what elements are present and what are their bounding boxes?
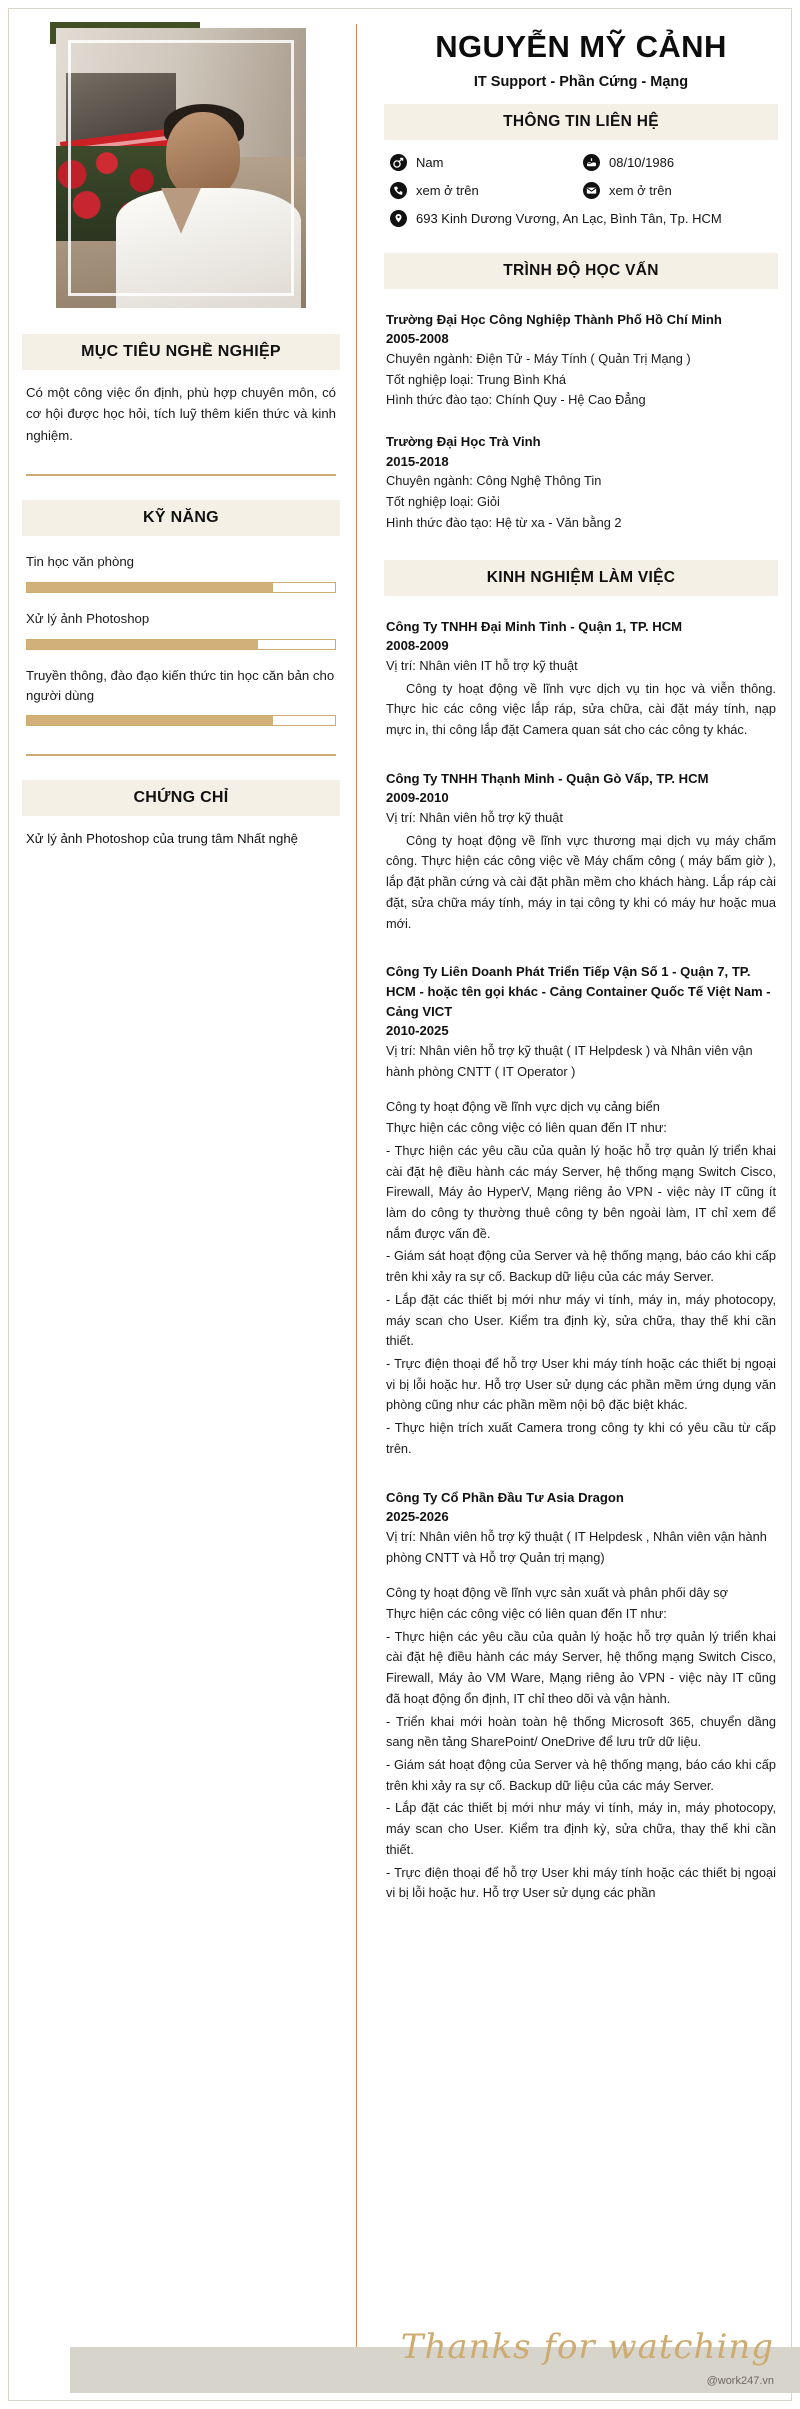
skills-section-title: KỸ NĂNG [22, 500, 340, 536]
profile-photo [56, 28, 306, 308]
contact-email[interactable] [583, 182, 776, 199]
contact-section-title: THÔNG TIN LIÊN HỆ [384, 104, 778, 140]
thanks-message: Thanks for watching [400, 2327, 774, 2367]
skill-label: Tin học văn phòng [26, 554, 135, 570]
column-divider [356, 24, 357, 2364]
skill-item [22, 609, 340, 650]
contact-phone[interactable] [390, 182, 583, 199]
job-role-subtitle: IT Support - Phần Cứng - Mạng [473, 73, 689, 90]
experience-section-title: KINH NGHIỆM LÀM VIỆC [384, 560, 778, 596]
contact-email-value: xem ở trên [609, 182, 672, 198]
education-detail: Chuyên ngành: Điện Tử - Máy Tính ( Quản Trị Mạng ) [386, 351, 691, 366]
education-list [384, 289, 778, 534]
location-pin-icon [390, 210, 407, 227]
objective-text: Có một công việc ổn định, phù hợp chuyên môn, có cơ hội được học hỏi, tích luỹ thêm kiến thức và kinh nghiệm. [26, 385, 336, 443]
experience-bullet: - Giám sát hoạt động của Server và hệ thống mạng, báo cáo khi cấp trên khi xảy ra sự cố. Backup dữ liệu của các máy Server. [386, 1757, 776, 1793]
education-detail: Tốt nghiệp loại: Trung Bình Khá [386, 371, 566, 387]
spacer [386, 934, 776, 949]
gender-icon [390, 154, 407, 171]
contact-list [384, 140, 778, 227]
experience-subintro: Thực hiện các công việc có liên quan đến IT như: [386, 1120, 667, 1136]
experience-paragraph: Công ty hoạt động về lĩnh vực dịch vụ tin học và viễn thông. Thực hic các công việc lắp ráp, sửa chữa, cài đặt máy tính, nạp mực in, thi công lắp đặt Camera quan sát cho các công ty khác. [386, 680, 776, 738]
profile-photo-frame [56, 28, 306, 308]
education-item [386, 432, 776, 533]
spacer [386, 411, 776, 419]
experience-company: Công Ty Cổ Phần Đầu Tư Asia Dragon [386, 1489, 624, 1505]
skill-label: Truyền thông, đào đạo kiến thức tin học căn bản cho người dùng [26, 667, 335, 703]
certificates-section-title: CHỨNG CHỈ [22, 780, 340, 816]
experience-position: Vị trí: Nhân viên hỗ trợ kỹ thuật ( IT Helpdesk ) và Nhân viên vận hành phòng CNTT ( IT Operator ) [386, 1042, 753, 1079]
experience-years: 2025-2026 [386, 1509, 449, 1525]
spacer [386, 1460, 776, 1475]
experience-bullet: - Thực hiện trích xuất Camera trong công ty khi có yêu cầu từ cấp trên. [386, 1420, 776, 1456]
skill-progress-fill [27, 716, 273, 725]
contact-address-value: 693 Kinh Dương Vương, An Lạc, Bình Tân, Tp. HCM [416, 210, 722, 226]
page-title: NGUYỄN MỸ CẢNH [435, 29, 727, 64]
photo-inner-border [68, 40, 294, 296]
skill-progress-fill [27, 583, 273, 592]
education-years: 2015-2018 [386, 453, 449, 469]
skill-item [22, 552, 340, 593]
contact-phone-value: xem ở trên [416, 182, 479, 198]
divider-skills-certificates [26, 754, 336, 756]
experience-item [386, 617, 776, 741]
page-footer [0, 2289, 800, 2409]
experience-years: 2010-2025 [386, 1023, 449, 1039]
experience-intro: Công ty hoạt động về lĩnh vực dịch vụ cảng biển [386, 1099, 660, 1115]
experience-bullet: - Lắp đặt các thiết bị mới như máy vi tính, máy in, máy photocopy, máy scan cho User. Kiểm tra định kỳ, sửa chữa, thay thế khi cần thiết. [386, 1291, 776, 1349]
contact-row [390, 210, 776, 227]
contact-row [390, 154, 776, 171]
experience-company: Công Ty Liên Doanh Phát Triển Tiếp Vận Số 1 - Quận 7, TP. HCM - hoặc tên gọi khác - Cảng Container Quốc Tế Việt Nam - Cảng VICT [386, 964, 771, 1019]
skill-item [22, 666, 340, 727]
experience-company: Công Ty TNHH Thạnh Minh - Quận Gò Vấp, TP. HCM [386, 770, 709, 786]
education-years: 2005-2008 [386, 331, 449, 347]
contact-birthday [583, 154, 776, 171]
experience-bullet: - Trực điện thoại để hỗ trợ User khi máy tính hoặc các thiết bị ngoại vi bị lỗi hoặc hư. Hỗ trợ User sử dụng các phần [386, 1864, 776, 1901]
skill-progress-track [26, 715, 336, 726]
experience-bullet: - Giám sát hoạt động của Server và hệ thống mạng, báo cáo khi cấp trên khi xảy ra sự cố. Backup dữ liệu của các máy Server. [386, 1248, 776, 1285]
contact-address [390, 210, 776, 227]
experience-intro: Công ty hoạt động về lĩnh vực sản xuất và phân phối dây sợ [386, 1585, 729, 1601]
spacer [386, 741, 776, 756]
cake-icon [583, 154, 600, 171]
education-detail: Chuyên ngành: Công Nghệ Thông Tin [386, 473, 602, 489]
education-school: Trường Đại Học Trà Vinh [386, 434, 541, 450]
experience-bullet: - Thực hiện các yêu cầu của quản lý hoặc hỗ trợ quản lý triển khai cài đặt hệ điều hành các máy Server, hệ thống mạng Switch Cisco, Firewall, Máy ảo HyperV, Mạng riêng ảo VPN - việc này IT cũng ít làm do công ty thường thuê công ty bên ngoài làm, IT chỉ xem để nắm được vấn đề. [386, 1142, 776, 1241]
skill-progress-fill [27, 640, 258, 649]
experience-position: Vị trí: Nhân viên hỗ trợ kỹ thuật ( IT Helpdesk , Nhân viên vận hành phòng CNTT và Hỗ trợ Quản trị mạng) [386, 1528, 767, 1565]
certificate-item: Xử lý ảnh Photoshop của trung tâm Nhất nghệ [26, 831, 299, 847]
education-section-title: TRÌNH ĐỘ HỌC VẤN [384, 253, 778, 289]
experience-position: Vị trí: Nhân viên IT hỗ trợ kỹ thuật [386, 657, 578, 673]
experience-list [384, 596, 778, 1904]
contact-gender [390, 154, 583, 171]
experience-bullet: - Trực điện thoại để hỗ trợ User khi máy tính hoặc các thiết bị ngoại vi bị lỗi hoặc hư. Hỗ trợ User sử dụng các phần mềm ứng dụng văn phòng cũng như các phần mềm nội bộ đặc biệt khác. [386, 1355, 776, 1413]
experience-item [386, 769, 776, 935]
experience-company: Công Ty TNHH Đại Minh Tinh - Quận 1, TP. HCM [386, 618, 683, 634]
education-school: Trường Đại Học Công Nghiệp Thành Phố Hồ Chí Minh [386, 311, 722, 327]
skill-label: Xử lý ảnh Photoshop [26, 610, 150, 626]
right-column [360, 18, 778, 1904]
experience-item [386, 962, 776, 1459]
experience-years: 2009-2010 [386, 790, 449, 806]
divider-objective-skills [26, 474, 336, 476]
spacer [386, 1568, 776, 1583]
contact-gender-value: Nam [416, 154, 444, 170]
experience-bullet: - Thực hiện các yêu cầu của quản lý hoặc hỗ trợ quản lý triển khai cài đặt hệ điều hành các máy Server, hệ thống mạng Switch Cisco, Firewall, Máy ảo VM Ware, Mạng riêng ảo VPN - việc này IT cũng đã hoạt động ổn định, IT chỉ theo dõi và vận hành. [386, 1628, 776, 1706]
watermark: @work247.vn [706, 2375, 774, 2387]
experience-position: Vị trí: Nhân viên hỗ trợ kỹ thuật [386, 810, 563, 826]
education-detail: Tốt nghiệp loại: Giỏi [386, 494, 500, 510]
left-column [22, 18, 360, 849]
education-item [386, 310, 776, 411]
contact-birthday-value: 08/10/1986 [609, 154, 675, 170]
experience-item [386, 1488, 776, 1905]
skill-progress-track [26, 582, 336, 593]
contact-row [390, 182, 776, 199]
experience-bullet: - Triển khai mới hoàn toàn hệ thống Microsoft 365, chuyển dầng sang nền tảng SharePoint/ OneDrive để lưu trữ dữ liệu. [386, 1713, 776, 1750]
experience-subintro: Thực hiện các công việc có liên quan đến IT như: [386, 1606, 667, 1621]
education-detail: Hình thức đào tạo: Chính Quy - Hệ Cao Đẳng [386, 392, 646, 408]
phone-icon [390, 182, 407, 199]
experience-paragraph: Công ty hoạt động về lĩnh vực thương mại dịch vụ máy chấm công. Thực hiện các công việc về Máy chấm công ( máy bấm giờ ), lắp đặt phần cứng và cài đặt phần mềm cho khách hàng. Lắp ráp cài đặt, sửa chữa máy tính, máy in tại công ty khi có máy hư hoặc mua mới. [386, 832, 776, 931]
envelope-icon [583, 182, 600, 199]
objective-section-title: MỤC TIÊU NGHỀ NGHIỆP [22, 334, 340, 370]
experience-bullet: - Lắp đặt các thiết bị mới như máy vi tính, máy in, máy photocopy, máy scan cho User. Kiểm tra định kỳ, sửa chữa, thay thế khi cần thiết. [386, 1800, 776, 1857]
spacer [386, 1082, 776, 1097]
education-detail: Hình thức đào tạo: Hệ từ xa - Văn bằng 2 [386, 514, 622, 530]
experience-years: 2008-2009 [386, 638, 449, 654]
skill-progress-track [26, 639, 336, 650]
